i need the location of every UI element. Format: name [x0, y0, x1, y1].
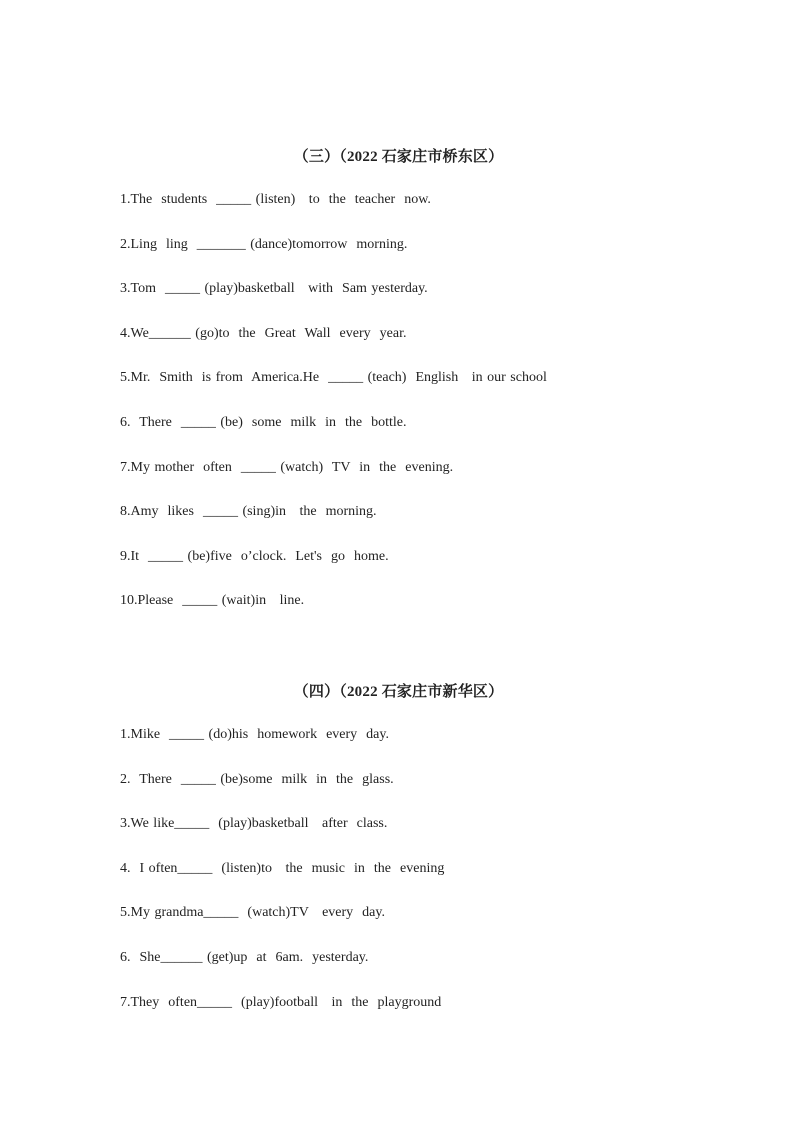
exercise-item: 5.Mr. Smith is from America.He _____ (teach) English in our school [120, 370, 547, 386]
exercise-item: 3.Tom _____ (play)basketball with Sam yesterday. [120, 281, 428, 297]
exercise-item: 3.We like_____ (play)basketball after class. [120, 816, 388, 832]
exercise-item: 10.Please _____ (wait)in line. [120, 593, 305, 609]
exercise-item: 8.Amy likes _____ (sing)in the morning. [120, 504, 377, 520]
exercise-item: 2.Ling ling _______ (dance)tomorrow morning. [120, 236, 408, 252]
exercise-item: 1.Mike _____ (do)his homework every day. [120, 727, 389, 742]
exercise-list [120, 190, 547, 636]
exercise-item: 6. There _____ (be) some milk in the bottle. [120, 414, 407, 430]
exercise-section-4 [0, 681, 794, 1010]
exercise-item: 7.They often_____ (play)football in the playground [120, 994, 442, 1010]
exercise-item: 2. There _____ (be)some milk in the glass. [120, 771, 394, 787]
exercise-item: 5.My grandma_____ (watch)TV every day. [120, 905, 385, 921]
exercise-item: 1.The students _____ (listen) to the teacher now. [120, 192, 431, 207]
exercise-item: 4. I often_____ (listen)to the music in the evening [120, 860, 445, 876]
exercise-section-3 [0, 146, 794, 609]
section-title: （四）（2022 石家庄市新华区） [293, 684, 504, 700]
exercise-item: 7.My mother often _____ (watch) TV in the evening. [120, 459, 454, 475]
exercise-item: 9.It _____ (be)five o’clock. Let's go home. [120, 548, 389, 564]
exercise-item: 6. She______ (get)up at 6am. yesterday. [120, 949, 369, 965]
exercise-item: 4.We______ (go)to the Great Wall every year. [120, 325, 407, 341]
exercise-list [120, 725, 444, 1037]
section-title: （三）（2022 石家庄市桥东区） [293, 149, 504, 165]
